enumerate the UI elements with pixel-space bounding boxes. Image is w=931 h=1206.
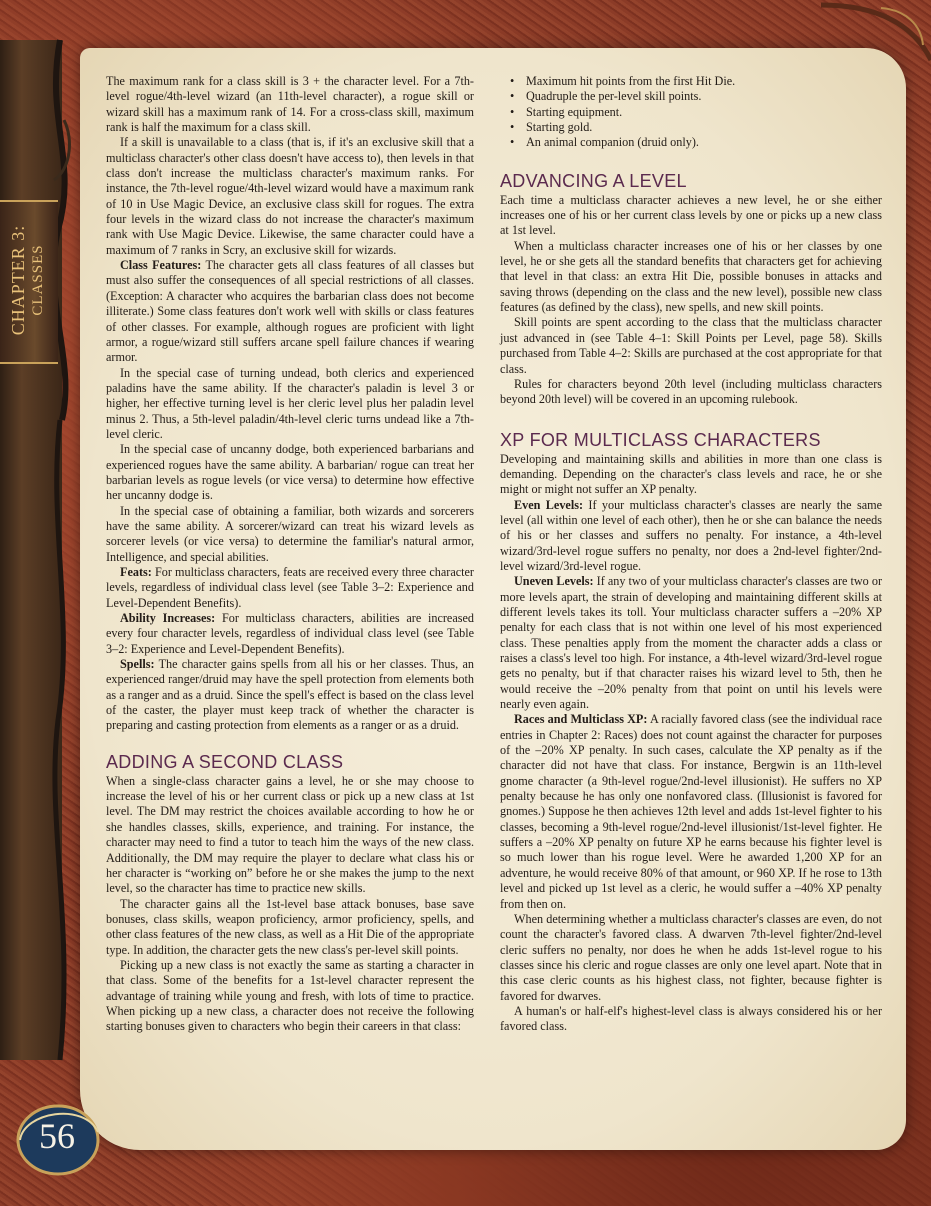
paragraph-text: For multiclass characters, feats are received every three character levels, regardless of individual class level (see Table 3–2: Experience and Level-Dependent Benefits). [106, 565, 474, 610]
chapter-number: CHAPTER 3: [8, 224, 28, 336]
paragraph-text: If your multiclass character's classes are nearly the same level (all within one level of each other), then he or she can balance the needs of his or her classes and suffers no penalty. For instance, a 4th-level wizard/3rd-level rogue suffers no penalty, nor does a 2nd-level fighter/2nd-level wizard/3rd-level rogue. [500, 497, 882, 573]
body-paragraph [106, 135, 474, 258]
paragraph-text: In the special case of turning undead, both clerics and experienced paladins have the same ability. If the character's paladin is level 3 or higher, her effective turning level is her cleric level plus her paladin level minus 2. Thus, a 5th-level paladin/4th-level cleric turns undead like a 7th-level cleric. [106, 365, 474, 441]
list-item: • Quadruple the per-level skill points. [500, 89, 882, 104]
paragraph-text: For multiclass characters, abilities are increased every four character levels, regardless of individual class level (see Table 3–2: Experience and Level-Dependent Benefits). [106, 611, 474, 656]
right-column [500, 74, 882, 1035]
body-paragraph [106, 657, 474, 734]
paragraph-text: The character gains spells from all his or her classes. Thus, an experienced ranger/druid may have the spell protection from elements both as a ranger and as a druid. Since the spell's effect is based on the class level of the caster, the player must keep track of whether the character is preparing and casting protection from elements as a ranger or as a druid. [106, 657, 474, 733]
body-paragraph [106, 565, 474, 611]
paragraph-text: If a skill is unavailable to a class (that is, if it's an exclusive skill that a multiclass character's other class doesn't have access to), then levels in that class don't increase the multiclass character's maximum ranks. For instance, the 7th-level rogue/4th-level wizard would have a maximum rank of 10 in Use Magic Device, an exclusive class skill for rogues. The extra four levels in the wizard class do not increase the character's maximum rank with Use Magic Device. Likewise, the same character could have a maximum of 7 ranks in Scry, an exclusive skill for wizards. [106, 135, 474, 257]
list-item: • Starting gold. [500, 120, 882, 135]
body-paragraph [500, 498, 882, 575]
paragraph-text: If any two of your multiclass character's classes are two or more levels apart, the strain of developing and maintaining different skills at different levels takes its toll. Your multiclass character suffers a –20% XP penalty for each class that is not within one level of his most experienced class. These penalties apply from the moment the character adds a class or raises a class's level too high. For instance, a 4th-level wizard/3rd-level rogue gets no penalty, but if that character raises his wizard level to 5th, then he would receive the –20% penalty from that point on until his levels were nearly even again. [500, 574, 882, 712]
body-paragraph: Rules for characters beyond 20th level (including multiclass characters beyond 20th level) will be covered in an upcoming rulebook. [500, 376, 882, 407]
body-paragraph: When a single-class character gains a level, he or she may choose to increase the level of his or her current class or pick up a new class at 1st level. The DM may restrict the choices available according to how he or she handles classes, skills, experience, and training. For instance, the character may need to find a tutor to teach him the ways of the new class. Additionally, the DM may require the player to declare what class his or her character is “working on” before he or she makes the jump to the next level, so the character has time to practice new skills. [106, 773, 474, 896]
ornamental-spine [40, 0, 80, 1150]
paragraph-lead: Ability Increases: [120, 611, 216, 626]
body-paragraph: Each time a multiclass character achieves a new level, he or she either increases one of his or her current class levels by one or picks up a new class at 1st level. [500, 192, 882, 238]
paragraph-lead: Spells: [120, 657, 155, 672]
starting-bonus-list [500, 74, 882, 151]
paragraph-text: A human's or half-elf's highest-level class is always considered his or her favored class. [500, 1003, 882, 1034]
paragraph-text: In the special case of obtaining a familiar, both wizards and sorcerers have the same ability. A sorcerer/wizard can treat his wizard levels as sorcerer levels (or vice versa) to determine the familiar's natural armor, Intelligence, and special abilities. [106, 503, 474, 564]
body-paragraph [500, 1004, 882, 1035]
corner-ornament [811, 0, 931, 70]
body-paragraph [500, 712, 882, 911]
body-paragraph [106, 442, 474, 503]
body-paragraph: When a multiclass character increases one of his or her classes by one level, he or she gets all the standard benefits that characters get for achieving that level in that class: an extra Hit Die, possible bonuses in attacks and saving throws (depending on the class and the new level), possible new class features (as defined by the class), new spells, and new skill points. [500, 238, 882, 315]
paragraph-lead: Even Levels: [514, 497, 584, 512]
chapter-title: CLASSES [30, 244, 46, 316]
body-paragraph [106, 366, 474, 443]
list-item: • An animal companion (druid only). [500, 135, 882, 150]
list-item: • Maximum hit points from the first Hit Die. [500, 74, 882, 89]
paragraph-lead: Races and Multiclass XP: [514, 712, 648, 727]
paragraph-text: The character gets all class features of all classes but must also suffer the consequences of all special restrictions of all classes. (Exception: A character who acquires the barbarian class does not become illiterate.) Some class features don't work well with skills or class features of other classes. For example, although rogues are proficient with light armor, a rogue/wizard still suffers arcane spell failure chances if wearing armor. [106, 258, 475, 365]
paragraph-text: A racially favored class (see the individual race entries in Chapter 2: Races) does not count against the character for purposes of the –20% XP penalty. In such cases, calculate the XP penalty as if the character did not have that class. For instance, Bergwin is an 11th-level gnome character (a 9th-level rogue/2nd-level illusionist). He suffers no XP penalty because he has only one nonfavored class. (Illusionist is favored for gnomes.) Suppose he then achieves 12th level and adds 1st-level fighter to his classes, becoming a 9th-level rogue/2nd-level illusionist/1st-level fighter. He suffers a –20% XP penalty on future XP he earns because his fighter level is so much lower than his rogue level. Were he awarded 1,200 XP for an adventure, he would receive 80% of that amount, or 960 XP. If he rose to 13th level and picked up 1st level as a cleric, he would suffer a –40% XP penalty from then on. [500, 712, 882, 911]
paragraph-text: When determining whether a multiclass character's classes are even, do not count the character's favored class. A dwarven 7th-level fighter/2nd-level cleric suffers no penalty, nor does he when he adds 1st-level rogue to his classes since his cleric and rogue classes are only one level apart. Note that in this case cleric counts as his highest class, not fighter, because fighter is favored for dwarves. [500, 911, 882, 1003]
paragraph-text: Developing and maintaining skills and abilities in more than one class is demanding. Depending on the character's class levels and race, he or she might or might not suffer an XP penalty. [500, 451, 882, 497]
body-paragraph [106, 74, 474, 135]
body-paragraph [106, 258, 474, 365]
paragraph-lead: Feats: [120, 565, 152, 579]
paragraph-text: In the special case of uncanny dodge, both experienced barbarians and experienced rogues have the same ability. A barbarian/ rogue can treat her barbarian levels as rogue levels (or vice versa) to determine how effective her uncanny dodge is. [106, 442, 474, 503]
section-heading-xp-multiclass: XP FOR MULTICLASS CHARACTERS [500, 429, 821, 450]
page-number: 56 [39, 1116, 75, 1156]
section-heading-adding-second-class: ADDING A SECOND CLASS [106, 751, 344, 772]
paragraph-text: The maximum rank for a class skill is 3 + the character level. For a 7th-level rogue/4th-level wizard (an 11th-level character), a rogue skill or wizard skill has a maximum rank of 14. For a cross-class skill, maximum rank is half the maximum for a class skill. [106, 74, 474, 135]
body-paragraph: Skill points are spent according to the class that the multiclass character just advanced in (see Table 4–1: Skill Points per Level, page 58). Skills purchased from Table 4–2: Skills are purchased at the cost appropriate for that class. [500, 315, 882, 376]
body-paragraph: Picking up a new class is not exactly the same as starting a character in that class. Some of the benefits for a 1st-level character represent the advantage of training while young and fresh, with lots of time to practice. When picking up a new class, a character does not receive the following starting bonuses given to characters who begin their careers in that class: [106, 957, 474, 1034]
body-paragraph [106, 504, 474, 565]
paragraph-lead: Class Features: [120, 258, 202, 273]
body-paragraph [500, 912, 882, 1004]
paragraph-lead: Uneven Levels: [514, 574, 594, 589]
left-column [106, 74, 474, 1035]
list-item: • Starting equipment. [500, 105, 882, 120]
body-paragraph: The character gains all the 1st-level base attack bonuses, base save bonuses, class skills, weapon proficiency, armor proficiency, spells, and other class features of the new class, as well as a Hit Die of the appropriate type. In addition, the character gets the new class's per-level skill points. [106, 896, 474, 957]
body-paragraph [500, 452, 882, 498]
body-paragraph [500, 574, 882, 712]
section-heading-advancing-a-level: ADVANCING A LEVEL [500, 170, 687, 191]
body-paragraph [106, 611, 474, 657]
chapter-label [8, 195, 52, 365]
